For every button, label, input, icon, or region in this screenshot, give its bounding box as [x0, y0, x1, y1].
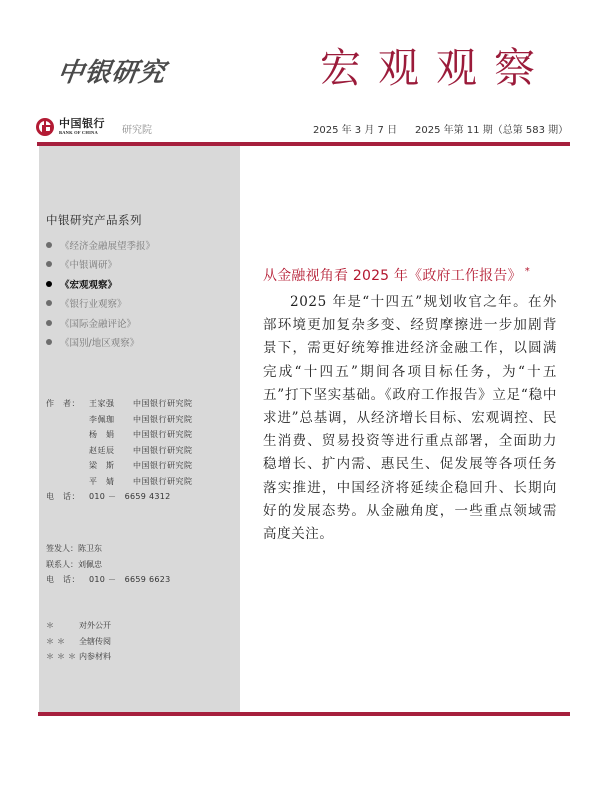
author-row [46, 427, 193, 443]
series-item-international-finance[interactable] [46, 313, 155, 333]
author-org: 中国银行研究院 [133, 399, 193, 409]
author-org: 中国银行研究院 [133, 461, 193, 471]
contact-phone: 010 － 6659 6623 [89, 575, 171, 585]
bullet-icon [46, 320, 52, 326]
classification-row [46, 618, 111, 634]
series-item-research[interactable] [46, 255, 155, 275]
authors-block [46, 396, 193, 505]
author-org: 中国银行研究院 [133, 476, 193, 486]
bank-of-china-emblem-icon [36, 118, 54, 136]
contact-label: 联系人： [46, 559, 78, 569]
signer-label: 签发人： [46, 544, 78, 554]
phone-label: 电 话： [46, 575, 80, 585]
bank-name-en: BANK OF CHINA [59, 130, 98, 136]
classification-row [46, 634, 111, 650]
author-name: 平 婧 [89, 476, 115, 486]
author-name: 梁 斯 [89, 461, 115, 471]
star-icon: ＊＊ [46, 636, 68, 646]
author-name: 赵廷辰 [89, 445, 115, 455]
author-name: 杨 娟 [89, 430, 115, 440]
bullet-icon [46, 300, 52, 306]
series-item-label: 《国际金融评论》 [60, 318, 137, 330]
series-item-label: 《中银调研》 [60, 260, 118, 272]
footnote-marker[interactable]: * [524, 266, 530, 278]
authors-label: 作 者： [46, 399, 80, 409]
brand-calligraphy-logo: 中银研究 [55, 58, 168, 88]
author-row [46, 443, 193, 459]
bank-of-china-logo [36, 118, 105, 136]
bullet-icon [46, 242, 52, 248]
series-item-economic-outlook[interactable] [46, 235, 155, 255]
author-org: 中国银行研究院 [133, 414, 193, 424]
classification-label: 全辖传阅 [79, 636, 111, 646]
author-name: 李佩珈 [89, 414, 115, 424]
issue-date: 2025 年 3 月 7 日 [313, 125, 398, 136]
article-body: 2025 年是“十四五”规划收官之年。在外部环境更加复杂多变、经贸摩擦进一步加剧背景下，需更好统筹推进经济金融工作，以圆满完成“十四五”期间各项目标任务，为“十五五”打下坚实基础。《政府工作报告》立足“稳中求进”总基调，从经济增长目标、宏观调控、民生消费、贸易投资等进行重点部署，全面助力稳增长、扩内需、惠民生、促发展等各项任务落实推进，中国经济将延续企稳回升、长期向好的发展态势。从金融角度，一些重点领域需高度关注。 [263, 294, 557, 543]
contacts-block [46, 541, 171, 588]
authors-phone: 010 － 6659 4312 [89, 492, 171, 502]
authors-phone-row [46, 489, 193, 505]
series-item-label: 《国别/地区观察》 [60, 338, 140, 350]
star-icon: ＊＊＊ [46, 652, 79, 662]
article-title-text: 从金融视角看 2025 年《政府工作报告》 [263, 268, 522, 284]
contact-name: 刘佩忠 [78, 559, 102, 569]
series-item-label: 《经济金融展望季报》 [60, 240, 156, 252]
classification-label: 内参材料 [79, 652, 111, 662]
bullet-icon [46, 281, 52, 287]
author-name: 王家强 [89, 399, 115, 409]
signer-row [46, 541, 171, 557]
footer-divider [38, 712, 570, 716]
bank-name-cn: 中国银行 [59, 117, 105, 131]
classification-legend [46, 618, 111, 665]
author-row [46, 458, 193, 474]
phone-label: 电 话： [46, 492, 80, 502]
article-title [263, 265, 530, 285]
series-title: 中银研究产品系列 [46, 213, 142, 227]
classification-row [46, 649, 111, 665]
series-item-country-region[interactable] [46, 333, 155, 353]
author-row [46, 412, 193, 428]
series-item-label: 《宏观观察》 [60, 279, 118, 291]
author-org: 中国银行研究院 [133, 445, 193, 455]
series-item-banking-observation[interactable] [46, 294, 155, 314]
bank-logo-text [59, 118, 105, 136]
series-item-label: 《银行业观察》 [60, 299, 127, 311]
institute-label: 研究院 [122, 125, 152, 136]
bullet-icon [46, 261, 52, 267]
signer-name: 陈卫东 [78, 544, 102, 554]
series-item-macro-observation[interactable] [46, 274, 155, 294]
author-row [46, 474, 193, 490]
series-list [46, 235, 155, 352]
contact-phone-row [46, 572, 171, 588]
contact-row [46, 557, 171, 573]
report-title: 宏观观察 [320, 44, 552, 92]
author-row [46, 396, 193, 412]
star-icon: ＊ [46, 621, 57, 631]
classification-label: 对外公开 [79, 621, 111, 631]
author-org: 中国银行研究院 [133, 430, 193, 440]
issue-number: 2025 年第 11 期（总第 583 期） [415, 125, 569, 136]
bullet-icon [46, 339, 52, 345]
